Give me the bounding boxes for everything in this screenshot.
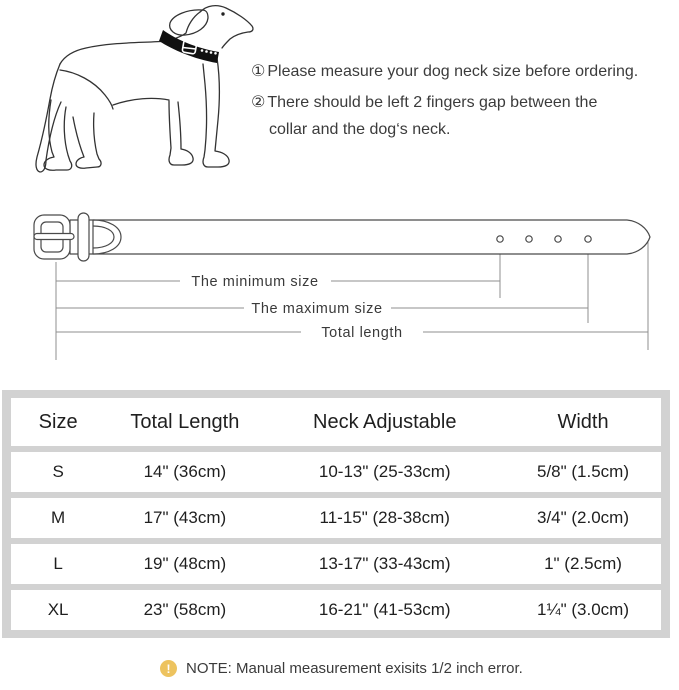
cell-neck-adjustable: 11-15" (28-38cm) (319, 508, 450, 527)
circled-number-2: ② (251, 94, 266, 111)
dog-eye (221, 12, 224, 15)
column-header-total-length: Total Length (130, 410, 240, 433)
table-row-l (11, 544, 661, 584)
collar-hole (585, 236, 591, 242)
cell-total-length: 23" (58cm) (143, 600, 227, 619)
cell-width: 3/4" (2.0cm) (536, 508, 629, 527)
collar-strap (70, 220, 650, 254)
dimension-lines (56, 238, 648, 360)
cell-total-length: 14" (36cm) (143, 462, 227, 481)
note-text: NOTE: Manual measurement exisits 1/2 inch error. (186, 660, 523, 677)
collar-diagram (20, 200, 670, 365)
collar-hole (497, 236, 503, 242)
column-header-width: Width (557, 410, 609, 433)
cell-width: 5/8" (1.5cm) (536, 462, 629, 481)
instruction-2 (251, 89, 677, 116)
column-header-neck-adjustable: Neck Adjustable (313, 410, 457, 433)
table-row-s (11, 452, 661, 492)
table-row-m (11, 498, 661, 538)
cell-width: 1¼" (3.0cm) (536, 600, 629, 619)
dog-head-outline (200, 6, 253, 48)
table-row-xl (11, 590, 661, 630)
dog-illustration (18, 0, 258, 200)
circled-number-1: ① (251, 63, 266, 80)
total-length-label: Total length (321, 325, 403, 341)
exclamation-icon: ! (160, 660, 177, 677)
cell-width: 1" (2.5cm) (544, 554, 622, 573)
cell-size: S (52, 462, 64, 481)
collar-keeper (78, 213, 89, 261)
instruction-2-text-line1: There should be left 2 fingers gap between the (267, 94, 598, 111)
cell-size: L (53, 554, 63, 573)
collar-hole (555, 236, 561, 242)
size-table (2, 390, 670, 638)
cell-neck-adjustable: 13-17" (33-43cm) (318, 554, 451, 573)
dog-back (60, 41, 168, 64)
dog-front-leg-near (203, 58, 229, 167)
cell-total-length: 17" (43cm) (143, 508, 227, 527)
collar-hole (526, 236, 532, 242)
instruction-1 (251, 58, 677, 85)
instruction-1-text: Please measure your dog neck size before ordering. (267, 63, 639, 80)
cell-neck-adjustable: 10-13" (25-33cm) (318, 462, 451, 481)
dog-thigh-line (60, 70, 113, 109)
cell-size: XL (47, 600, 69, 619)
dog-ear (170, 10, 208, 35)
dog-belly (113, 98, 169, 105)
dog-front-leg-far (169, 101, 193, 165)
instruction-2-text-line2: collar and the dog‘s neck. (269, 121, 451, 138)
cell-neck-adjustable: 16-21" (41-53cm) (318, 600, 451, 619)
minimum-size-label: The minimum size (191, 274, 319, 290)
collar-buckle-prong (34, 234, 74, 240)
cell-size: M (51, 508, 66, 527)
maximum-size-label: The maximum size (251, 301, 383, 317)
table-header-row (11, 398, 661, 446)
cell-total-length: 19" (48cm) (143, 554, 227, 573)
column-header-size: Size (38, 410, 78, 433)
measurement-note (160, 660, 523, 677)
dog-hind-leg-far (73, 113, 101, 168)
measuring-instructions (251, 58, 677, 143)
